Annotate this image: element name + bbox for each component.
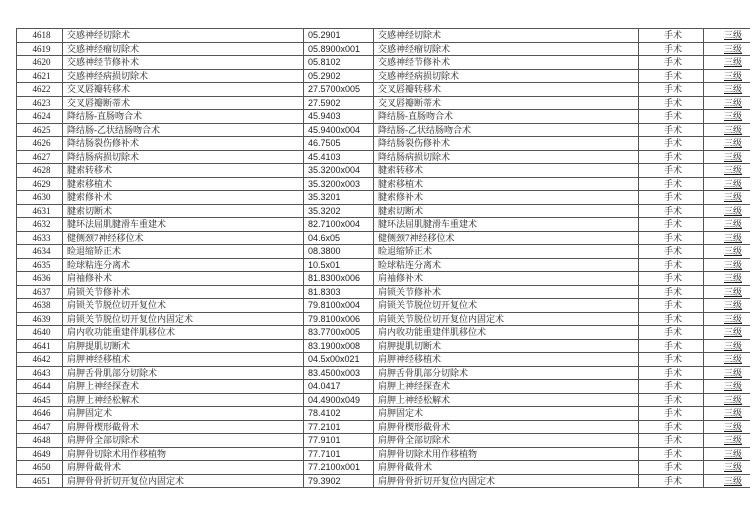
procedure-code-cell: 04.4900x049 (304, 393, 374, 407)
procedure-name-cell: 腱索切断术 (63, 204, 304, 218)
row-number-cell: 4641 (17, 339, 63, 353)
procedure-name-repeat-cell: 降结肠裂伤修补术 (374, 137, 639, 151)
procedure-name-cell: 睑球粘连分离术 (63, 258, 304, 272)
level-cell: 三级 (704, 285, 750, 299)
level-cell: 三级 (704, 353, 750, 367)
category-cell: 手术 (639, 150, 704, 164)
procedure-code-cell: 81.8300x006 (304, 272, 374, 286)
procedure-name-cell: 肩胛骨切除术用作移植物 (63, 447, 304, 461)
procedure-name-repeat-cell: 腱索转移术 (374, 164, 639, 178)
procedure-code-cell: 45.9400x004 (304, 123, 374, 137)
procedure-code-cell: 46.7505 (304, 137, 374, 151)
category-cell: 手术 (639, 191, 704, 205)
level-cell: 三级 (704, 218, 750, 232)
row-number-cell: 4642 (17, 353, 63, 367)
procedure-name-cell: 肩胛上神经探查术 (63, 380, 304, 394)
procedure-name-repeat-cell: 肩胛骨楔形截骨术 (374, 420, 639, 434)
table-row (17, 137, 750, 151)
procedure-name-repeat-cell: 降结肠病损切除术 (374, 150, 639, 164)
table-row (17, 56, 750, 70)
level-cell: 三级 (704, 83, 750, 97)
procedure-name-cell: 腱索修补术 (63, 191, 304, 205)
procedure-name-cell: 降结肠病损切除术 (63, 150, 304, 164)
row-number-cell: 4639 (17, 312, 63, 326)
procedure-code-cell: 83.4500x003 (304, 366, 374, 380)
procedure-name-cell: 健侧颈7神经移位术 (63, 231, 304, 245)
row-number-cell: 4627 (17, 150, 63, 164)
row-number-cell: 4621 (17, 69, 63, 83)
level-cell: 三级 (704, 96, 750, 110)
table-row (17, 258, 750, 272)
category-cell: 手术 (639, 83, 704, 97)
level-cell: 三级 (704, 326, 750, 340)
procedure-code-cell: 45.4103 (304, 150, 374, 164)
table-row (17, 285, 750, 299)
level-cell: 三级 (704, 204, 750, 218)
category-cell: 手术 (639, 326, 704, 340)
procedure-name-cell: 睑退缩矫正术 (63, 245, 304, 259)
procedure-name-repeat-cell: 腱索移植术 (374, 177, 639, 191)
row-number-cell: 4628 (17, 164, 63, 178)
row-number-cell: 4620 (17, 56, 63, 70)
procedure-name-cell: 腱环法屈肌腱滑车重建术 (63, 218, 304, 232)
procedure-name-cell: 交感神经瘤切除术 (63, 42, 304, 56)
procedure-name-cell: 肩内收功能重建伴肌移位术 (63, 326, 304, 340)
category-cell: 手术 (639, 29, 704, 43)
table-row (17, 96, 750, 110)
procedure-code-cell: 77.9101 (304, 434, 374, 448)
level-cell: 三级 (704, 150, 750, 164)
category-cell: 手术 (639, 123, 704, 137)
table-row (17, 29, 750, 43)
procedure-code-cell: 04.5x00x021 (304, 353, 374, 367)
procedure-name-repeat-cell: 肩内收功能重建伴肌移位术 (374, 326, 639, 340)
level-cell: 三级 (704, 339, 750, 353)
category-cell: 手术 (639, 380, 704, 394)
procedure-name-cell: 肩袖修补术 (63, 272, 304, 286)
category-cell: 手术 (639, 137, 704, 151)
level-cell: 三级 (704, 474, 750, 488)
procedure-code-cell: 45.9403 (304, 110, 374, 124)
procedure-name-cell: 肩胛神经移植术 (63, 353, 304, 367)
level-cell: 三级 (704, 299, 750, 313)
category-cell: 手术 (639, 258, 704, 272)
procedure-code-cell: 82.7100x004 (304, 218, 374, 232)
procedure-code-cell: 78.4102 (304, 407, 374, 421)
procedure-code-cell: 35.3201 (304, 191, 374, 205)
table-row (17, 420, 750, 434)
procedure-code-cell: 83.1900x008 (304, 339, 374, 353)
level-cell: 三级 (704, 420, 750, 434)
row-number-cell: 4622 (17, 83, 63, 97)
level-cell: 三级 (704, 42, 750, 56)
row-number-cell: 4637 (17, 285, 63, 299)
procedure-name-cell: 腱索转移术 (63, 164, 304, 178)
row-number-cell: 4626 (17, 137, 63, 151)
procedure-name-repeat-cell: 睑退缩矫正术 (374, 245, 639, 259)
procedure-name-cell: 降结肠裂伤修补术 (63, 137, 304, 151)
table-row (17, 69, 750, 83)
procedure-name-repeat-cell: 肩胛上神经松解术 (374, 393, 639, 407)
procedure-name-repeat-cell: 肩胛骨截骨术 (374, 461, 639, 475)
procedure-name-cell: 肩锁关节修补术 (63, 285, 304, 299)
category-cell: 手术 (639, 42, 704, 56)
procedure-code-cell: 27.5902 (304, 96, 374, 110)
row-number-cell: 4636 (17, 272, 63, 286)
row-number-cell: 4649 (17, 447, 63, 461)
row-number-cell: 4644 (17, 380, 63, 394)
procedure-code-cell: 05.8900x001 (304, 42, 374, 56)
category-cell: 手术 (639, 407, 704, 421)
level-cell: 三级 (704, 164, 750, 178)
procedure-name-repeat-cell: 肩胛神经移植术 (374, 353, 639, 367)
level-cell: 三级 (704, 177, 750, 191)
procedure-name-cell: 肩胛骨全部切除术 (63, 434, 304, 448)
procedure-name-repeat-cell: 肩锁关节脱位切开复位内固定术 (374, 312, 639, 326)
procedure-name-cell: 交感神经病损切除术 (63, 69, 304, 83)
procedure-code-cell: 04.0417 (304, 380, 374, 394)
table-row (17, 326, 750, 340)
table-row (17, 312, 750, 326)
category-cell: 手术 (639, 461, 704, 475)
procedure-name-cell: 腱索移植术 (63, 177, 304, 191)
table-row (17, 123, 750, 137)
procedure-name-repeat-cell: 肩袖修补术 (374, 272, 639, 286)
level-cell: 三级 (704, 434, 750, 448)
table-row (17, 393, 750, 407)
level-cell: 三级 (704, 258, 750, 272)
procedure-code-cell: 77.2100x001 (304, 461, 374, 475)
category-cell: 手术 (639, 312, 704, 326)
procedure-name-repeat-cell: 腱索修补术 (374, 191, 639, 205)
procedure-code-cell: 81.8303 (304, 285, 374, 299)
category-cell: 手术 (639, 272, 704, 286)
category-cell: 手术 (639, 434, 704, 448)
row-number-cell: 4624 (17, 110, 63, 124)
category-cell: 手术 (639, 231, 704, 245)
procedure-code-cell: 77.7101 (304, 447, 374, 461)
row-number-cell: 4633 (17, 231, 63, 245)
row-number-cell: 4643 (17, 366, 63, 380)
table-row (17, 110, 750, 124)
procedure-code-cell: 79.3902 (304, 474, 374, 488)
procedure-code-cell: 77.2101 (304, 420, 374, 434)
procedure-code-cell: 83.7700x005 (304, 326, 374, 340)
procedure-name-cell: 交感神经切除术 (63, 29, 304, 43)
table-row (17, 218, 750, 232)
table-row (17, 245, 750, 259)
level-cell: 三级 (704, 380, 750, 394)
procedure-code-cell: 05.2901 (304, 29, 374, 43)
row-number-cell: 4650 (17, 461, 63, 475)
table-row (17, 204, 750, 218)
table-row (17, 380, 750, 394)
procedure-name-cell: 交感神经节修补术 (63, 56, 304, 70)
level-cell: 三级 (704, 366, 750, 380)
level-cell: 三级 (704, 245, 750, 259)
procedure-code-cell: 04.6x05 (304, 231, 374, 245)
level-cell: 三级 (704, 29, 750, 43)
procedure-name-repeat-cell: 降结肠-乙状结肠吻合术 (374, 123, 639, 137)
table-row (17, 164, 750, 178)
procedure-name-cell: 肩胛提肌切断术 (63, 339, 304, 353)
procedure-name-repeat-cell: 肩胛骨切除术用作移植物 (374, 447, 639, 461)
procedure-name-cell: 降结肠-乙状结肠吻合术 (63, 123, 304, 137)
table-row (17, 42, 750, 56)
procedure-code-cell: 05.8102 (304, 56, 374, 70)
level-cell: 三级 (704, 393, 750, 407)
row-number-cell: 4625 (17, 123, 63, 137)
procedure-name-cell: 肩胛固定术 (63, 407, 304, 421)
row-number-cell: 4634 (17, 245, 63, 259)
table-row (17, 150, 750, 164)
table-row (17, 339, 750, 353)
level-cell: 三级 (704, 407, 750, 421)
table-row (17, 447, 750, 461)
category-cell: 手术 (639, 218, 704, 232)
row-number-cell: 4623 (17, 96, 63, 110)
table-row (17, 407, 750, 421)
category-cell: 手术 (639, 420, 704, 434)
category-cell: 手术 (639, 56, 704, 70)
category-cell: 手术 (639, 339, 704, 353)
procedure-name-repeat-cell: 交感神经病损切除术 (374, 69, 639, 83)
category-cell: 手术 (639, 164, 704, 178)
row-number-cell: 4651 (17, 474, 63, 488)
procedure-name-repeat-cell: 交感神经切除术 (374, 29, 639, 43)
table-row (17, 366, 750, 380)
procedure-code-cell: 35.3202 (304, 204, 374, 218)
row-number-cell: 4632 (17, 218, 63, 232)
category-cell: 手术 (639, 366, 704, 380)
row-number-cell: 4635 (17, 258, 63, 272)
procedure-name-repeat-cell: 肩胛上神经探查术 (374, 380, 639, 394)
table-row (17, 83, 750, 97)
procedure-name-repeat-cell: 肩胛骨骨折切开复位内固定术 (374, 474, 639, 488)
procedure-name-cell: 肩胛骨楔形截骨术 (63, 420, 304, 434)
procedure-name-repeat-cell: 腱环法屈肌腱滑车重建术 (374, 218, 639, 232)
procedure-name-cell: 肩胛舌骨肌部分切除术 (63, 366, 304, 380)
row-number-cell: 4645 (17, 393, 63, 407)
table-row (17, 461, 750, 475)
procedure-code-table (16, 28, 750, 488)
procedure-code-cell: 35.3200x003 (304, 177, 374, 191)
procedure-name-repeat-cell: 肩锁关节修补术 (374, 285, 639, 299)
level-cell: 三级 (704, 461, 750, 475)
procedure-name-repeat-cell: 肩锁关节脱位切开复位术 (374, 299, 639, 313)
category-cell: 手术 (639, 393, 704, 407)
table-row (17, 434, 750, 448)
level-cell: 三级 (704, 231, 750, 245)
level-cell: 三级 (704, 137, 750, 151)
row-number-cell: 4638 (17, 299, 63, 313)
row-number-cell: 4618 (17, 29, 63, 43)
category-cell: 手术 (639, 110, 704, 124)
procedure-name-repeat-cell: 交叉唇瓣转移术 (374, 83, 639, 97)
category-cell: 手术 (639, 69, 704, 83)
row-number-cell: 4630 (17, 191, 63, 205)
table-row (17, 353, 750, 367)
procedure-name-cell: 肩锁关节脱位切开复位术 (63, 299, 304, 313)
level-cell: 三级 (704, 312, 750, 326)
procedure-code-cell: 27.5700x005 (304, 83, 374, 97)
table-row (17, 231, 750, 245)
procedure-name-cell: 降结肠-直肠吻合术 (63, 110, 304, 124)
procedure-name-repeat-cell: 肩胛舌骨肌部分切除术 (374, 366, 639, 380)
procedure-code-cell: 08.3800 (304, 245, 374, 259)
row-number-cell: 4640 (17, 326, 63, 340)
procedure-code-cell: 79.8100x006 (304, 312, 374, 326)
procedure-code-cell: 05.2902 (304, 69, 374, 83)
level-cell: 三级 (704, 123, 750, 137)
level-cell: 三级 (704, 272, 750, 286)
level-cell: 三级 (704, 69, 750, 83)
procedure-name-cell: 交叉唇瓣转移术 (63, 83, 304, 97)
procedure-name-cell: 交叉唇瓣断蒂术 (63, 96, 304, 110)
procedure-name-repeat-cell: 降结肠-直肠吻合术 (374, 110, 639, 124)
procedure-name-cell: 肩胛骨截骨术 (63, 461, 304, 475)
level-cell: 三级 (704, 447, 750, 461)
level-cell: 三级 (704, 110, 750, 124)
row-number-cell: 4647 (17, 420, 63, 434)
procedure-name-repeat-cell: 交感神经节修补术 (374, 56, 639, 70)
table-row (17, 272, 750, 286)
procedure-name-repeat-cell: 腱索切断术 (374, 204, 639, 218)
category-cell: 手术 (639, 474, 704, 488)
procedure-code-cell: 10.5x01 (304, 258, 374, 272)
table-row (17, 474, 750, 488)
procedure-name-cell: 肩胛骨骨折切开复位内固定术 (63, 474, 304, 488)
procedure-name-cell: 肩锁关节脱位切开复位内固定术 (63, 312, 304, 326)
category-cell: 手术 (639, 447, 704, 461)
procedure-name-repeat-cell: 肩胛固定术 (374, 407, 639, 421)
procedure-name-repeat-cell: 交感神经瘤切除术 (374, 42, 639, 56)
category-cell: 手术 (639, 96, 704, 110)
procedure-name-repeat-cell: 肩胛骨全部切除术 (374, 434, 639, 448)
category-cell: 手术 (639, 245, 704, 259)
row-number-cell: 4619 (17, 42, 63, 56)
level-cell: 三级 (704, 191, 750, 205)
category-cell: 手术 (639, 204, 704, 218)
procedure-name-repeat-cell: 睑球粘连分离术 (374, 258, 639, 272)
procedure-name-repeat-cell: 交叉唇瓣断蒂术 (374, 96, 639, 110)
procedure-code-cell: 79.8100x004 (304, 299, 374, 313)
category-cell: 手术 (639, 285, 704, 299)
procedure-name-repeat-cell: 健侧颈7神经移位术 (374, 231, 639, 245)
row-number-cell: 4631 (17, 204, 63, 218)
table-row (17, 191, 750, 205)
category-cell: 手术 (639, 353, 704, 367)
category-cell: 手术 (639, 177, 704, 191)
procedure-name-cell: 肩胛上神经松解术 (63, 393, 304, 407)
procedure-name-repeat-cell: 肩胛提肌切断术 (374, 339, 639, 353)
table-row (17, 177, 750, 191)
row-number-cell: 4629 (17, 177, 63, 191)
procedure-code-cell: 35.3200x004 (304, 164, 374, 178)
table-row (17, 299, 750, 313)
row-number-cell: 4646 (17, 407, 63, 421)
category-cell: 手术 (639, 299, 704, 313)
row-number-cell: 4648 (17, 434, 63, 448)
level-cell: 三级 (704, 56, 750, 70)
